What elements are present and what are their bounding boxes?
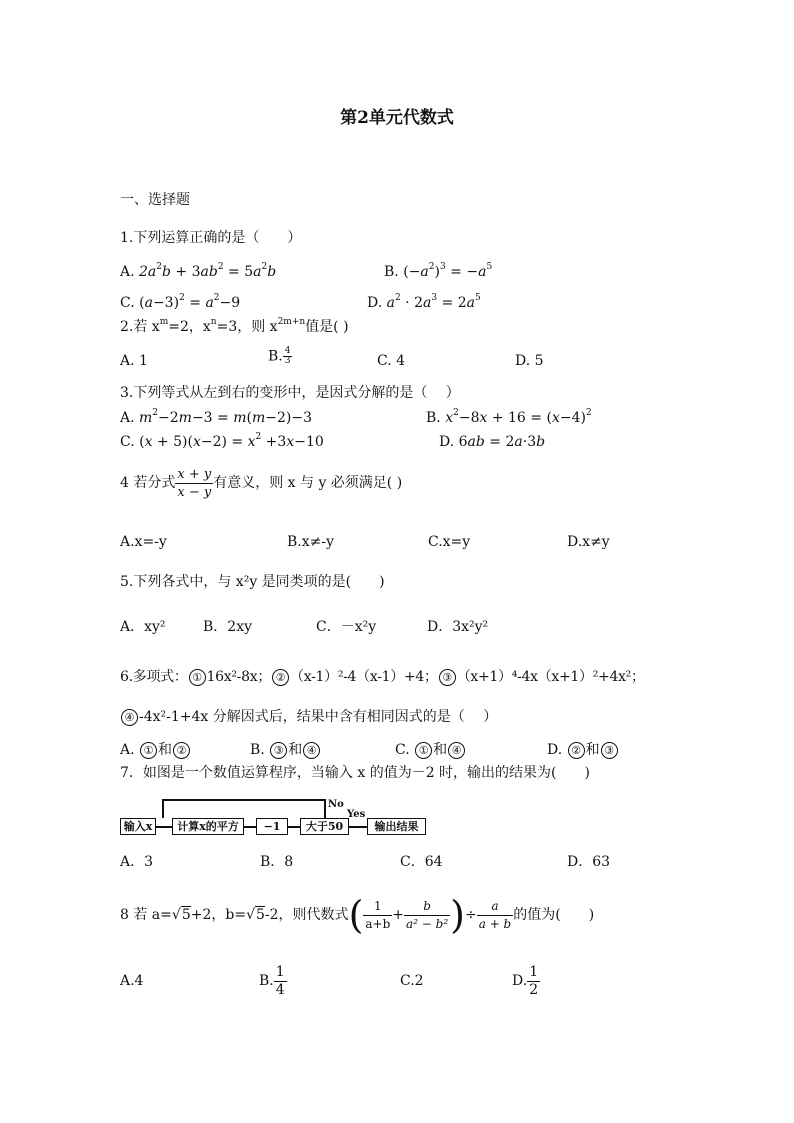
flow-square-box: 计算x的平方 [172, 818, 244, 835]
q6-option-d: D. ② 和 ③ [547, 741, 619, 759]
q3-option-d: D. 6ab = 2a·3b [439, 434, 546, 450]
q2-option-c: C. 4 [377, 353, 406, 369]
q7-option-d: D．63 [567, 854, 611, 870]
flow-no-label: No [328, 799, 344, 810]
q5-option-c: C．－x²y [316, 619, 377, 635]
q7-option-b: B．8 [260, 854, 294, 870]
flow-input-box: 输入x [120, 818, 156, 835]
q4-option-c: C.x=y [428, 534, 471, 550]
q4-option-a: A.x=-y [120, 534, 167, 550]
q5-option-a: A．xy² [120, 619, 166, 635]
q3-option-b: B. $x^2-8x + 16 = (x-4)^2$ [426, 408, 592, 426]
q1-option-d: D. $a^2 \cdot 2a^3 = 2a^5$ [367, 293, 481, 311]
q7-option-c: C．64 [400, 854, 443, 870]
q6-option-c: C. ① 和 ④ [395, 741, 466, 759]
q4-stem: 4 若分式 $\frac{x + y}{x - y}$ 有意义，则 x 与 y 必须满足( ) [120, 466, 403, 500]
q3-option-a: A. $m^2-2m-3 = m(m-2)-3$ [120, 408, 313, 426]
q4-option-b: B.x≠-y [287, 534, 335, 550]
flow-output-box: 输出结果 [367, 818, 426, 835]
q4-option-d: D.x≠y [567, 534, 610, 550]
q6-line1: 6.多项式： ① 16x²-8x； ② （x-1）²-4（x-1）+4； ③ （x+1）⁴-4x（x+1）²+4x²； [120, 669, 645, 685]
q2-option-b: B. $\frac{4}{3}$ [268, 346, 291, 366]
q6-line2: ④ -4x²-1+4x 分解因式后，结果中含有相同因式的是（ ） [120, 708, 497, 726]
page-title: 第2单元代数式 [340, 108, 454, 128]
q5-option-d: D．3x²y² [427, 619, 489, 635]
q8-option-c: C.2 [400, 973, 424, 989]
q7-stem: 7．如图是一个数值运算程序，当输入 x 的值为－2 时，输出的结果为( ) [120, 765, 590, 781]
q1-option-b: B. $(-a^2)^3 = -a^5$ [384, 262, 493, 280]
flow-minus-box: −1 [256, 818, 288, 835]
q1-option-a: A. $2a^2b + 3ab^2 = 5a^2b$ [120, 262, 277, 280]
q8-option-d: D. $\frac{1}{2}$ [512, 963, 539, 998]
q3-stem: 3.下列等式从左到右的变形中，是因式分解的是（ ） [120, 385, 460, 401]
q8-option-a: A.4 [120, 973, 144, 989]
q1-option-c: C. $(a-3)^2 = a^2-9$ [120, 293, 241, 311]
q5-option-b: B．2xy [203, 619, 252, 635]
q5-stem: 5.下列各式中，与 x²y 是同类项的是( ) [120, 574, 385, 590]
q2-option-a: A. 1 [120, 353, 148, 369]
flow-greater-box: 大于50 [300, 818, 349, 835]
q8-option-b: B. $\frac{1}{4}$ [259, 963, 285, 998]
q3-option-c: C. $(x + 5)(x-2) = x^2 +3x-10$ [120, 432, 324, 450]
q2-stem: 2.若 $x^m=2$，$x^n=3$，则 $x^{2m+n}$值是( ) [120, 317, 349, 335]
section-heading: 一、选择题 [120, 192, 190, 208]
q2-option-d: D. 5 [515, 353, 544, 369]
q1-stem: 1.下列运算正确的是（ ） [120, 230, 302, 246]
q8-stem: 8 若 a=√5+2，b=√5-2，则代数式( $\frac{1}{a+b}$ + $\frac{b}{\text{a² − b²}}$ )÷ $\frac{a}{a + b}$ 的值为( ) [120, 893, 595, 937]
flow-yes-label: Yes [347, 809, 366, 820]
q6-option-a: A. ① 和 ② [120, 741, 191, 759]
q7-option-a: A．3 [120, 854, 154, 870]
q6-option-b: B. ③ 和 ④ [250, 741, 321, 759]
